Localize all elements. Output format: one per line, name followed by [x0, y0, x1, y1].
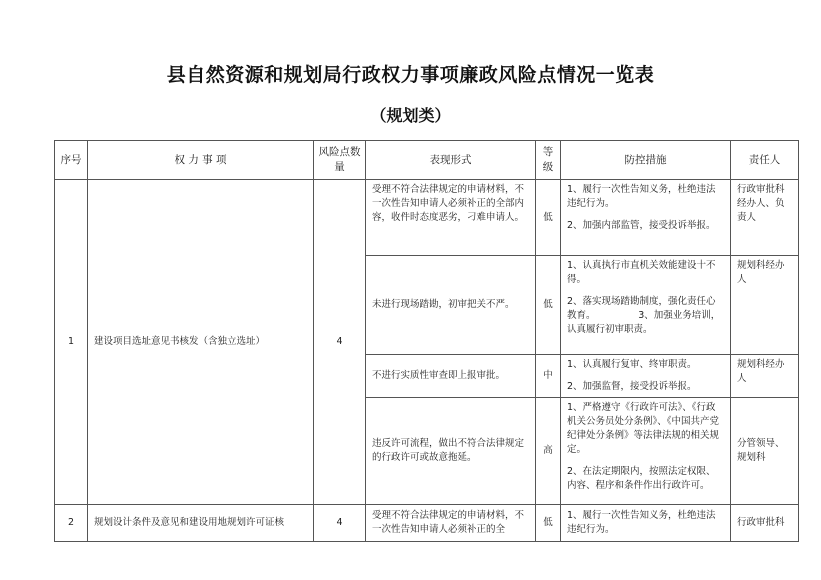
- risk-measures: [561, 256, 731, 355]
- risk-manifestation: 不进行实质性审查即上报审批。: [366, 355, 536, 398]
- risk-responsible: 分管领导、规划科: [731, 398, 799, 505]
- header-measures: 防控措施: [561, 141, 731, 180]
- table-header-row: [55, 141, 799, 180]
- measure-line: 2、落实现场踏勘制度，强化责任心教育。 3、加强业务培训，认真履行初审职责。: [567, 296, 721, 335]
- risk-manifestation: 受理不符合法律规定的申请材料，不一次性告知申请人必须补正的全部内容，收件时态度恶劣，刁难申请人。: [366, 180, 536, 256]
- header-risk-count: 风险点数量: [314, 141, 366, 180]
- risk-table: [54, 140, 799, 542]
- measure-line: 2、加强内部监管，接受投诉举报。: [567, 220, 716, 231]
- header-level: 等级: [536, 141, 561, 180]
- measure-line: 2、在法定期限内，按照法定权限、内容、程序和条件作出行政许可。: [567, 466, 716, 491]
- risk-responsible: 行政审批科: [731, 505, 799, 542]
- risk-manifestation: 受理不符合法律规定的申请材料，不一次性告知申请人必须补正的全: [366, 505, 536, 542]
- risk-responsible: 规划科经办人: [731, 256, 799, 355]
- risk-level: 高: [536, 398, 561, 505]
- measure-line: 1、认真执行市直机关效能建设十不得。: [567, 260, 716, 285]
- item-seq: 2: [55, 505, 88, 542]
- item-power-item: 建设项目选址意见书核发（含独立选址）: [88, 180, 314, 505]
- risk-measures: [561, 505, 731, 542]
- header-manifestation: 表现形式: [366, 141, 536, 180]
- measure-line: 1、认真履行复审、终审职责。: [567, 359, 697, 370]
- measure-line: 1、严格遵守《行政许可法》、《行政机关公务员处分条例》、《中国共产党纪律处分条例》等法律法规的相关规定。: [567, 402, 720, 455]
- risk-responsible: 规划科经办人: [731, 355, 799, 398]
- risk-level: 低: [536, 180, 561, 256]
- risk-level: 低: [536, 256, 561, 355]
- item-power-item: 规划设计条件及意见和建设用地规划许可证核: [88, 505, 314, 542]
- risk-responsible: 行政审批科经办人、负责人: [731, 180, 799, 256]
- table-row: [55, 180, 799, 256]
- measure-line: 2、加强监督，接受投诉举报。: [567, 381, 697, 392]
- risk-level: 低: [536, 505, 561, 542]
- table-row: [55, 505, 799, 542]
- header-seq: 序号: [55, 141, 88, 180]
- risk-measures: [561, 398, 731, 505]
- page-title: 县自然资源和规划局行政权力事项廉政风险点情况一览表: [166, 64, 655, 86]
- item-seq: 1: [55, 180, 88, 505]
- item-risk-count: 4: [314, 180, 366, 505]
- risk-measures: [561, 355, 731, 398]
- page-subtitle: （规划类）: [370, 106, 451, 125]
- measure-line: 1、履行一次性告知义务，杜绝违法违纪行为。: [567, 184, 716, 209]
- risk-manifestation: 违反许可流程，做出不符合法律规定的行政许可或故意拖延。: [366, 398, 536, 505]
- risk-measures: [561, 180, 731, 256]
- measure-line: 1、履行一次性告知义务，杜绝违法违纪行为。: [567, 510, 716, 535]
- item-risk-count: 4: [314, 505, 366, 542]
- risk-manifestation: 未进行现场踏勘，初审把关不严。: [366, 256, 536, 355]
- risk-level: 中: [536, 355, 561, 398]
- header-power-item: 权 力 事 项: [88, 141, 314, 180]
- header-responsible: 责任人: [731, 141, 799, 180]
